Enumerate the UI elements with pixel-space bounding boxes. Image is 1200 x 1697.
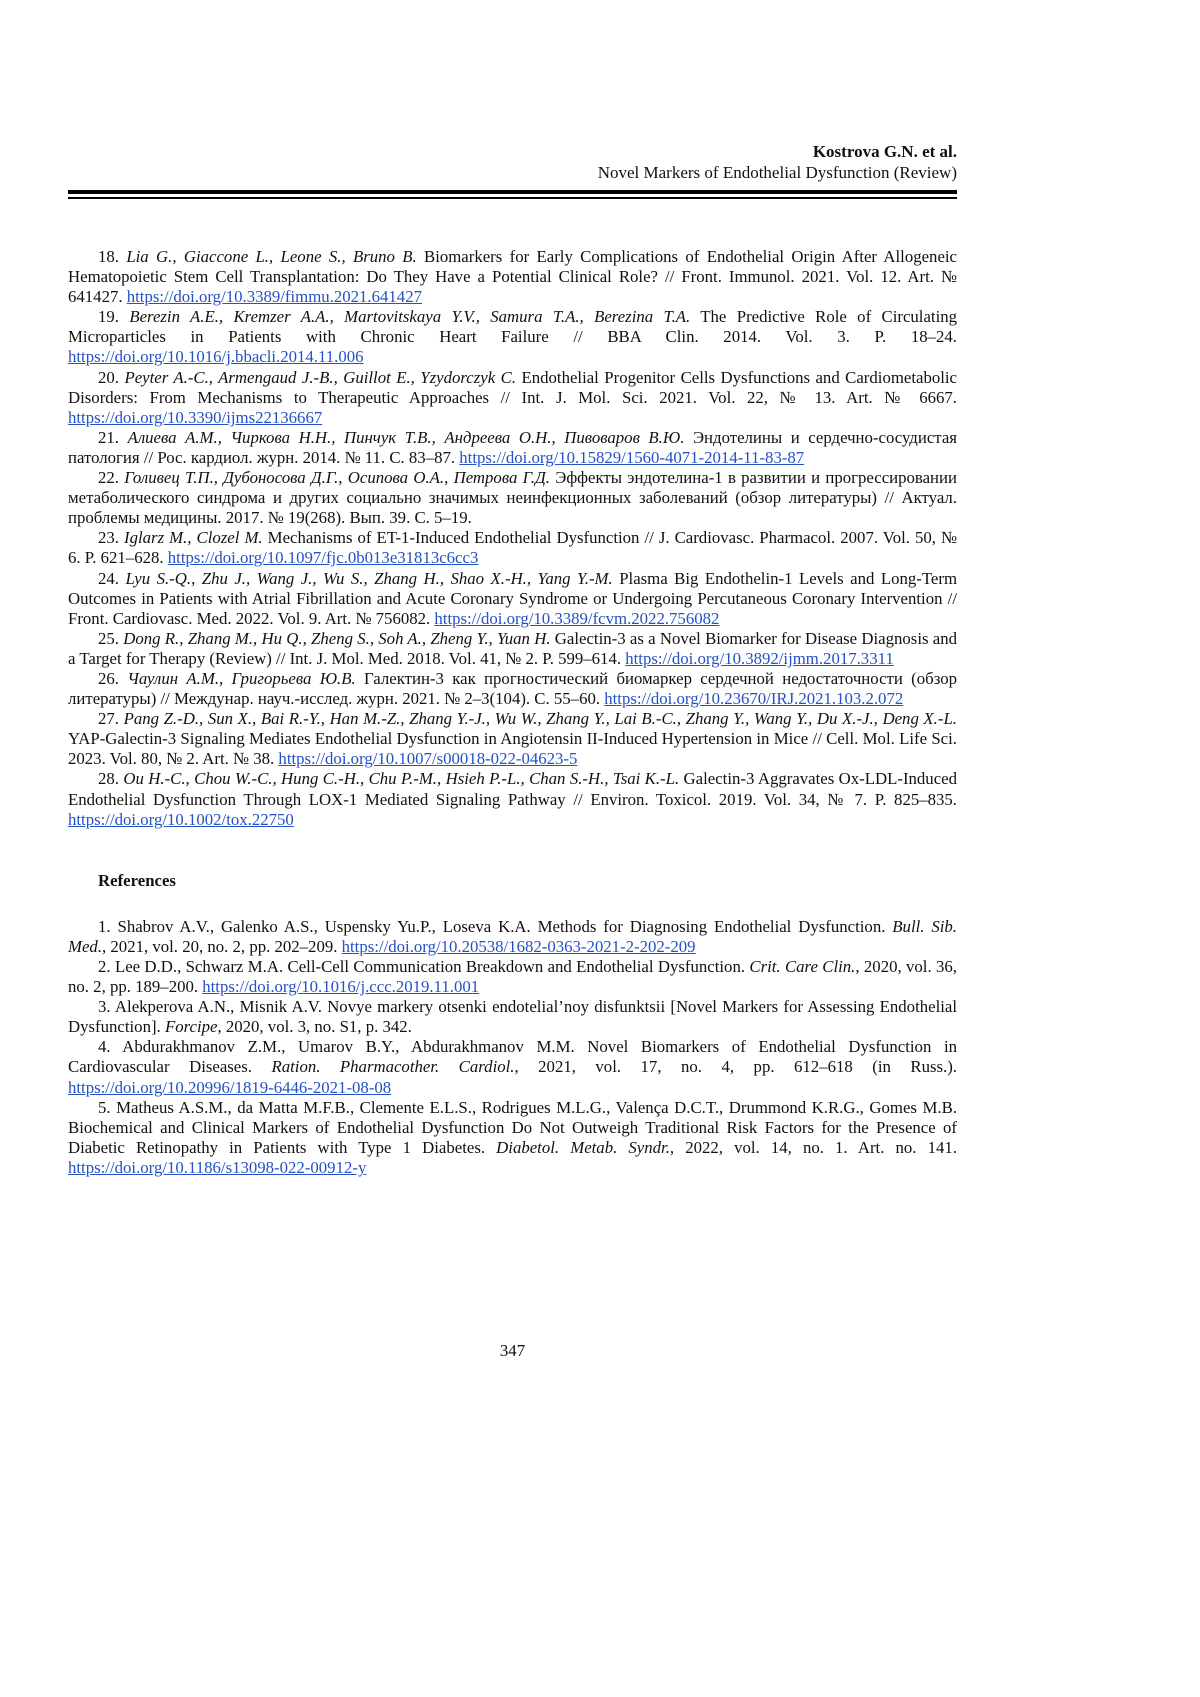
reference-text: Endothelial Progenitor Cells Dysfunctions and Cardiometabolic Disorders: From Mechanisms to Therapeutic Approaches // Int. J. Mol. Sci. 2021. Vol. 22, № 13. Art. № 6667. <box>68 367 958 407</box>
reference-number: 26. <box>98 668 128 688</box>
reference-item <box>68 997 957 1037</box>
reference-item <box>68 1037 957 1097</box>
reference-italic-text: Ration. Pharmacother. Cardiol. <box>271 1057 515 1077</box>
reference-item <box>68 669 957 709</box>
reference-text: Галектин-3 как прогностический биомаркер сердечной недостаточности (обзор литературы) // Междунар. науч.-исслед. журн. 2021. № 2–3(104). С. 55–60. <box>68 668 958 709</box>
doi-link[interactable]: https://doi.org/10.3389/fimmu.2021.641427 <box>126 287 422 307</box>
running-head-title: Novel Markers of Endothelial Dysfunction (Review) <box>597 163 957 182</box>
page-body <box>68 247 957 1178</box>
reference-text: Lee D.D., Schwarz M.A. Cell-Cell Communication Breakdown and Endothelial Dysfunction. <box>114 957 750 976</box>
doi-link[interactable]: https://doi.org/10.1016/j.bbacli.2014.11.006 <box>68 347 364 367</box>
reference-text: Mechanisms of ET-1-Induced Endothelial Dysfunction // J. Cardiovasc. Pharmacol. 2007. Vol. 50, № 6. P. 621–628. <box>68 528 957 568</box>
reference-text: , 2020, vol. 36, no. 2, pp. 189–200. <box>68 957 957 997</box>
running-head-authors: Kostrova G.N. et al. <box>812 142 957 161</box>
reference-item <box>68 709 957 769</box>
reference-number: 27. <box>98 709 124 729</box>
reference-italic-text: Peyter A.-C., Armengaud J.-B., Guillot E., Yzydorczyk C. <box>124 367 517 387</box>
reference-item <box>68 468 957 528</box>
reference-italic-text: Чаулин А.М., Григорьева Ю.В. <box>127 668 356 688</box>
reference-number: 4. <box>98 1037 123 1057</box>
reference-text: Shabrov A.V., Galenko A.S., Uspensky Yu.P., Loseva K.A. Methods for Diagnosing Endothelial Dysfunction. <box>117 916 893 936</box>
reference-italic-text: Pang Z.-D., Sun X., Bai R.-Y., Han M.-Z., Zhang Y.-J., Wu W., Zhang Y., Lai B.-C., Zhang Y., Wang Y., Du X.-J., Deng X.-L. <box>123 709 957 729</box>
doi-link[interactable]: https://doi.org/10.1186/s13098-022-00912-y <box>68 1157 367 1177</box>
reference-item <box>68 247 957 307</box>
reference-text: Abdurakhmanov Z.M., Umarov B.Y., Abdurakhmanov M.M. Novel Biomarkers of Endothelial Dysfunction in Cardiovascular Diseases. <box>68 1037 957 1077</box>
reference-text: Plasma Big Endothelin-1 Levels and Long-Term Outcomes in Patients with Atrial Fibrillation and Acute Coronary Syndrome or Undergoing Percutaneous Coronary Intervention // Front. Cardiovasc. Med. 2022. Vol. 9. Art. № 756082. <box>68 568 958 628</box>
doi-link[interactable]: https://doi.org/10.3390/ijms22136667 <box>68 407 323 427</box>
reference-item <box>68 917 957 957</box>
reference-text: Galectin-3 as a Novel Biomarker for Disease Diagnosis and a Target for Therapy (Review) // Int. J. Mol. Med. 2018. Vol. 41, № 2. P. 599–614. <box>68 628 958 668</box>
reference-number: 5. <box>98 1097 117 1117</box>
reference-text: , 2021, vol. 20, no. 2, pp. 202–209. <box>102 936 342 956</box>
doi-link[interactable]: https://doi.org/10.15829/1560-4071-2014-11-83-87 <box>459 447 805 467</box>
reference-italic-text: Crit. Care Clin. <box>749 957 856 976</box>
reference-number: 28. <box>98 769 124 789</box>
reference-italic-text: Dong R., Zhang M., Hu Q., Zheng S., Soh A., Zheng Y., Yuan H. <box>123 628 551 648</box>
reference-item <box>68 307 957 367</box>
doi-link[interactable]: https://doi.org/10.1016/j.ccc.2019.11.001 <box>202 977 480 997</box>
reference-item <box>68 368 957 428</box>
doi-link[interactable]: https://doi.org/10.20538/1682-0363-2021-2-202-209 <box>341 936 696 956</box>
reference-text: Galectin-3 Aggravates Ox-LDL-Induced Endothelial Dysfunction Through LOX-1 Mediated Signaling Pathway // Environ. Toxicol. 2019. Vol. 34, № 7. P. 825–835. <box>68 769 957 809</box>
reference-italic-text: Berezin A.E., Kremzer A.A., Martovitskaya Y.V., Samura T.A., Berezina T.A. <box>129 307 691 327</box>
reference-text: , 2022, vol. 14, no. 1. Art. no. 141. <box>669 1137 957 1157</box>
reference-number: 21. <box>98 427 128 447</box>
reference-item <box>68 428 957 468</box>
reference-text: Эндотелины и сердечно-сосудистая патология // Рос. кардиол. журн. 2014. № 11. С. 83–87. <box>68 427 957 467</box>
reference-text: Эффекты эндотелина-1 в развитии и прогрессировании метаболического синдрома и других социально значимых неинфекционных заболеваний (обзор литературы) // Актуал. проблемы медицины. 2017. № 19(268). Вып. 39. С. 5–19. <box>68 468 958 528</box>
reference-number: 19. <box>98 307 130 327</box>
reference-number: 22. <box>98 468 125 488</box>
page-footer <box>68 1341 957 1361</box>
reference-text: Matheus A.S.M., da Matta M.F.B., Clemente E.L.S., Rodrigues M.L.G., Valença D.C.T., Drummond K.R.G., Gomes M.B. Biochemical and Clinical Markers of Endothelial Dysfunction Do Not Outweigh Traditional Risk Factors for the Presence of Diabetic Retinopathy in Patients with Type 1 Diabetes. <box>68 1097 957 1157</box>
reference-number: 20. <box>98 367 125 387</box>
references-heading: References <box>98 870 176 890</box>
doi-link[interactable]: https://doi.org/10.3892/ijmm.2017.3311 <box>625 648 894 668</box>
reference-number: 18. <box>98 247 127 266</box>
doi-link[interactable]: https://doi.org/10.23670/IRJ.2021.103.2.072 <box>604 689 904 709</box>
doi-link[interactable]: https://doi.org/10.20996/1819-6446-2021-08-08 <box>68 1077 392 1097</box>
doi-link[interactable]: https://doi.org/10.1097/fjc.0b013e31813c6cc3 <box>167 548 479 568</box>
reference-item <box>68 629 957 669</box>
reference-text: Biomarkers for Early Complications of Endothelial Origin After Allogeneic Hematopoietic Stem Cell Transplantation: Do They Have a Potential Clinical Role? // Front. Immunol. 2021. Vol. 12. Art. № 641427. <box>68 247 958 307</box>
reference-italic-text: Forcipe <box>164 1017 218 1037</box>
reference-number: 24. <box>98 568 126 588</box>
reference-number: 2. <box>98 957 115 976</box>
reference-item <box>68 957 957 997</box>
reference-text: , 2021, vol. 17, no. 4, pp. 612–618 (in Russ.). <box>514 1057 957 1077</box>
reference-text: , 2020, vol. 3, no. S1, p. 342. <box>217 1017 412 1037</box>
reference-number: 1. <box>98 916 118 936</box>
reference-number: 3. <box>98 997 115 1017</box>
page-number: 347 <box>499 1341 526 1360</box>
doi-link[interactable]: https://doi.org/10.3389/fcvm.2022.756082 <box>434 608 720 628</box>
bibliography-continued-section <box>68 247 957 830</box>
reference-italic-text: Bull. Sib. Med. <box>68 916 957 956</box>
running-head <box>68 141 957 199</box>
reference-italic-text: Lyu S.-Q., Zhu J., Wang J., Wu S., Zhang H., Shao X.-H., Yang Y.-M. <box>125 568 613 588</box>
reference-item <box>68 769 957 829</box>
doi-link[interactable]: https://doi.org/10.1007/s00018-022-04623-5 <box>278 749 578 769</box>
reference-italic-text: Diabetol. Metab. Syndr. <box>496 1137 670 1157</box>
reference-number: 25. <box>98 628 124 648</box>
reference-italic-text: Алиева А.М., Чиркова Н.Н., Пинчук Т.В., Андреева О.Н., Пивоваров В.Ю. <box>127 427 685 447</box>
reference-italic-text: Ou H.-C., Chou W.-C., Hung C.-H., Chu P.-M., Hsieh P.-L., Chan S.-H., Tsai K.-L. <box>123 769 680 789</box>
reference-item <box>68 569 957 629</box>
reference-item <box>68 1098 957 1178</box>
reference-text: The Predictive Role of Circulating Microparticles in Patients with Chronic Heart Failure // BBA Clin. 2014. Vol. 3. P. 18–24. <box>68 307 958 347</box>
header-double-rule <box>68 190 957 199</box>
reference-italic-text: Lia G., Giaccone L., Leone S., Bruno B. <box>126 247 417 266</box>
references-section <box>68 917 957 1178</box>
reference-italic-text: Iglarz M., Clozel M. <box>124 528 263 548</box>
reference-item <box>68 528 957 568</box>
reference-number: 23. <box>98 528 125 548</box>
reference-italic-text: Голивец Т.П., Дубоносова Д.Г., Осипова О.А., Петрова Г.Д. <box>124 468 550 488</box>
reference-text: YAP-Galectin-3 Signaling Mediates Endothelial Dysfunction in Angiotensin II-Induced Hypertension in Mice // Cell. Mol. Life Sci. 2023. Vol. 80, № 2. Art. № 38. <box>68 729 957 769</box>
reference-text: Alekperova A.N., Misnik A.V. Novye markery otsenki endotelial’noy disfunktsii [Novel Markers for Assessing Endothelial Dysfunction]. <box>68 997 957 1037</box>
doi-link[interactable]: https://doi.org/10.1002/tox.22750 <box>68 809 294 829</box>
